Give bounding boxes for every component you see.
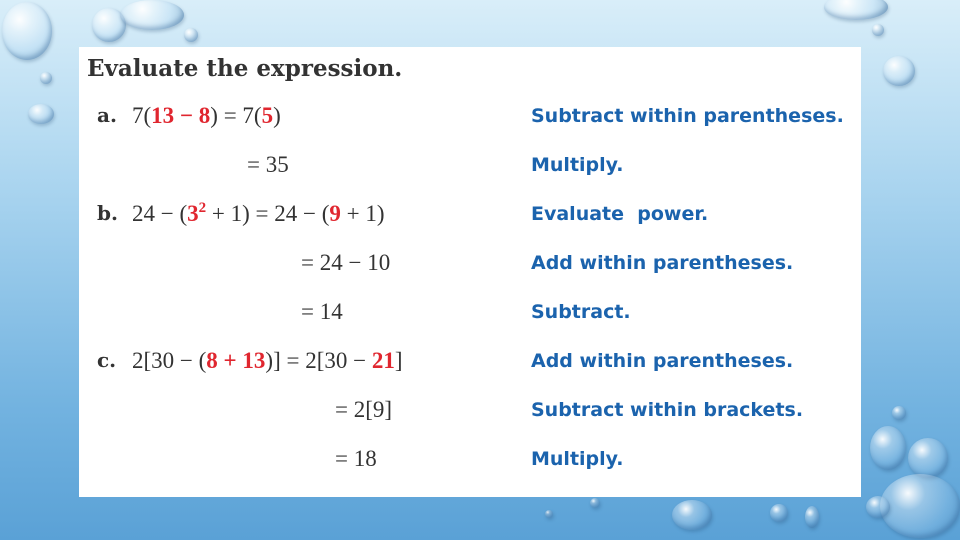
step-explanation: Multiply. [531,154,624,176]
water-drop-decoration [40,72,52,84]
step-explanation: Multiply. [531,448,624,470]
step-expression: = 14 [301,299,343,324]
step-explanation: Evaluate power. [531,203,709,225]
example-heading: Evaluate the expression. [87,55,403,82]
water-drop-decoration [120,0,184,30]
water-drop-decoration [870,426,906,470]
step-explanation: Add within parentheses. [531,252,794,274]
step-explanation: Subtract within parentheses. [531,105,844,127]
water-drop-decoration [184,28,198,42]
step-expression: $24 - (3^2 + 1) = 24 - (9 + 1)$ [132,200,385,226]
step-expression: 7(13 − 8) = 7(5) [132,103,281,128]
water-drop-decoration [545,510,553,518]
step-expression: = 35 [247,152,289,177]
step-explanation: Add within parentheses. [531,350,794,372]
worked-example-panel [79,47,861,497]
step-row [79,393,861,425]
step-row [79,295,861,327]
step-row [79,148,861,180]
step-expression: 2[30 − (8 + 13)] = 2[30 − 21] [132,348,403,373]
water-drop-decoration [892,406,906,420]
water-drop-decoration [805,506,819,528]
part-label: b. [97,201,118,225]
water-drop-decoration [770,504,788,522]
step-row [79,344,861,376]
water-drop-decoration [590,498,600,508]
water-drop-decoration [908,438,948,478]
step-expression: = 18 [335,446,377,471]
water-drop-decoration [883,56,915,86]
water-drop-decoration [880,474,960,538]
step-row [79,246,861,278]
water-drop-decoration [2,2,52,60]
step-row [79,99,861,131]
water-drop-decoration [824,0,888,20]
step-row [79,442,861,474]
step-row [79,197,861,229]
water-drop-decoration [672,500,712,530]
step-expression: = 24 − 10 [301,250,391,275]
water-drop-decoration [28,104,54,124]
water-drop-decoration [866,496,890,518]
step-expression: = 2[9] [335,397,393,422]
step-explanation: Subtract within brackets. [531,399,804,421]
part-label: c. [97,348,117,372]
part-label: a. [97,103,117,127]
water-drop-decoration [872,24,884,36]
step-explanation: Subtract. [531,301,631,323]
